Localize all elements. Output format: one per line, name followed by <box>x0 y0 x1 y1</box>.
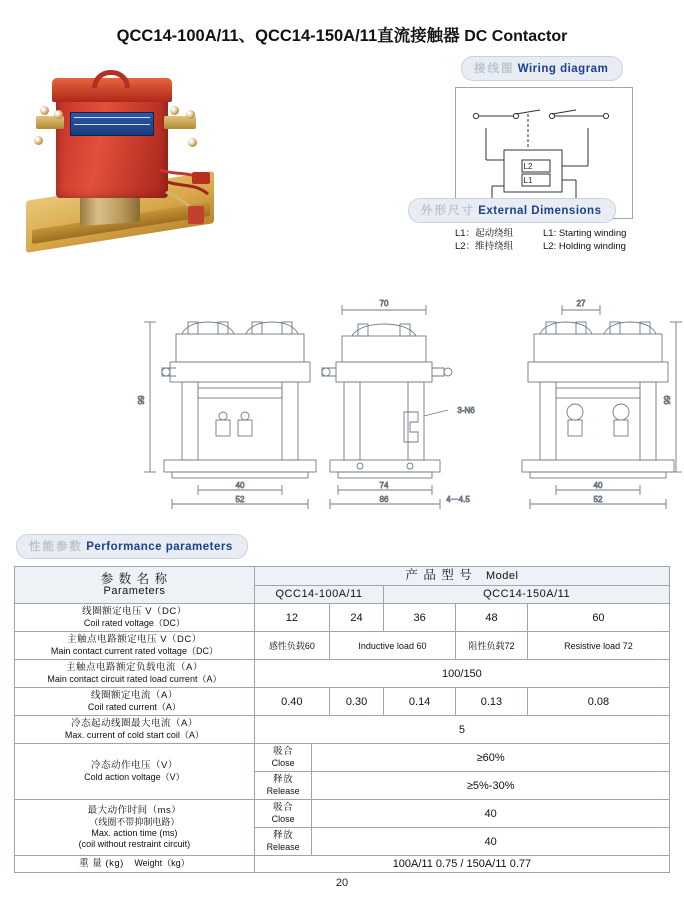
row-coil-rated-current-cn: 线圈额定电流（A） <box>90 690 178 701</box>
cell-cold-action-close-value: ≥60% <box>312 744 670 772</box>
row-main-rated-voltage-label <box>15 632 255 660</box>
model-name-1 <box>254 586 383 604</box>
table-row <box>15 856 670 873</box>
table-row <box>15 604 670 632</box>
wiring-section-header <box>461 56 623 81</box>
row-main-load-current-label <box>15 660 255 688</box>
cell-cold-action-release-label <box>254 772 312 800</box>
table-row <box>15 632 670 660</box>
dim-view1-outer: 52 <box>235 495 245 504</box>
cell-weight-value: 100A/11 0.75 / 150A/11 0.77 <box>254 856 669 873</box>
product-photo <box>18 66 238 251</box>
cell-coil-voltage-60: 60 <box>527 604 669 632</box>
label-action-release-cn: 释放 <box>273 830 294 841</box>
cell-coil-voltage-48: 48 <box>456 604 528 632</box>
dim-view3-inner: 40 <box>593 481 603 490</box>
row-main-load-current-cn: 主触点电路额定负载电流（A） <box>65 662 203 673</box>
cell-coil-current-014: 0.14 <box>384 688 456 716</box>
row-cold-action-voltage-cn: 冷态动作电压（V） <box>90 760 178 771</box>
dim-view1-height: 99 <box>137 395 146 405</box>
page-title-cn: QCC14-100A/11、QCC14-150A/11直流接触器 <box>116 27 460 45</box>
row-max-action-time-en2: (coil without restraint circuit) <box>78 839 191 849</box>
dim-view2-hole: 3-N6 <box>457 406 475 415</box>
row-max-action-time-cn: 最大动作时间（ms） <box>87 805 182 816</box>
cell-coil-voltage-36: 36 <box>384 604 456 632</box>
model-header-cn: 产 品 型 号 <box>405 568 473 582</box>
row-coil-rated-voltage-cn: 线圈额定电压 V（DC） <box>82 606 187 617</box>
cell-cold-action-close-label <box>254 744 312 772</box>
dim-view3-outer: 52 <box>593 495 603 504</box>
dimensions-figures <box>0 292 684 532</box>
table-row <box>15 800 670 828</box>
label-action-close-cn: 吸合 <box>273 802 294 813</box>
wiring-legend-cn-1: L1：起动绕组 <box>455 228 514 239</box>
table-row <box>15 744 670 772</box>
cell-action-time-close-label <box>254 800 312 828</box>
model-header-en: Model <box>485 570 519 582</box>
wiring-legend-cn-2: L2：维持绕组 <box>455 241 514 252</box>
row-cold-start-current-label <box>15 716 255 744</box>
dimensions-section-header-wrap <box>408 198 616 223</box>
cell-coil-current-030: 0.30 <box>329 688 383 716</box>
performance-table <box>14 566 670 873</box>
row-cold-action-voltage-en: Cold action voltage（V） <box>84 772 185 782</box>
cell-action-time-release-value: 40 <box>312 828 670 856</box>
cell-coil-current-040: 0.40 <box>254 688 329 716</box>
photo-wires <box>158 166 216 228</box>
performance-section-header <box>16 534 248 559</box>
cell-cold-action-release-value: ≥5%-30% <box>312 772 670 800</box>
dim-view2-bottom1: 74 <box>379 481 389 490</box>
row-cold-action-voltage-label <box>15 744 255 800</box>
label-release-cn: 释放 <box>273 774 294 785</box>
label-action-release-en: Release <box>266 842 300 852</box>
row-cold-start-current-cn: 冷态起动线圈最大电流（A） <box>70 718 198 729</box>
row-main-rated-voltage-en: Main contact current rated voltage（DC） <box>50 646 218 656</box>
cell-resistive-load-cn: 阻性负载72 <box>456 632 528 660</box>
dim-view3-top: 27 <box>576 299 586 308</box>
parameters-header-cn: 参 数 名 称 <box>100 572 169 586</box>
dimensions-header-cn: 外形尺寸 <box>421 205 475 217</box>
performance-header-en: Performance parameters <box>86 541 233 553</box>
model-1-label: QCC14-100A/11 <box>275 588 363 600</box>
parameters-header-cell <box>15 567 255 604</box>
page-title-en: DC Contactor <box>464 28 568 45</box>
model-name-2 <box>384 586 670 604</box>
row-max-action-time-en: Max. action time (ms) <box>91 828 178 838</box>
wiring-label-l1: L1 <box>523 176 533 185</box>
cell-action-time-release-label <box>254 828 312 856</box>
table-row <box>15 716 670 744</box>
parameters-header-en: Parameters <box>103 585 166 597</box>
table-row <box>15 660 670 688</box>
wiring-legend-en-1: L1: Starting winding <box>543 228 627 239</box>
top-area <box>0 56 684 256</box>
row-weight-label <box>15 856 255 873</box>
performance-header-cn: 性能参数 <box>29 541 83 553</box>
label-release-en: Release <box>266 786 300 796</box>
dim-view2-hole2: 4－4.5 <box>446 495 470 504</box>
row-max-action-time-cn2: （线圈不带抑制电路） <box>89 817 180 827</box>
row-cold-start-current-en: Max. current of cold start coil（A） <box>64 730 204 740</box>
dim-view2-top: 70 <box>379 299 389 308</box>
dim-view3-height: 99 <box>663 395 672 405</box>
wiring-legend <box>455 227 670 253</box>
wiring-legend-en-2: L2: Holding winding <box>543 241 626 252</box>
cell-action-time-close-value: 40 <box>312 800 670 828</box>
row-main-load-current-en: Main contact circuit rated load current（A） <box>47 674 222 684</box>
row-coil-rated-voltage-en: Coil rated voltage（DC） <box>83 618 185 628</box>
row-coil-rated-current-en: Coil rated current（A） <box>87 702 181 712</box>
row-coil-rated-current-label <box>15 688 255 716</box>
dim-view2-bottom2: 86 <box>379 495 389 504</box>
performance-section-header-wrap <box>16 534 248 559</box>
page-title <box>0 0 684 46</box>
table-row <box>15 688 670 716</box>
cell-coil-current-013: 0.13 <box>456 688 528 716</box>
model-2-label: QCC14-150A/11 <box>483 588 571 600</box>
wiring-label-l2: L2 <box>523 162 533 171</box>
row-main-rated-voltage-cn: 主触点电路额定电压 V（DC） <box>67 634 202 645</box>
label-close-en: Close <box>271 758 295 768</box>
dim-view1-inner: 40 <box>235 481 245 490</box>
row-weight-cn: 重 量 (kg) <box>79 858 124 869</box>
wiring-diagram-block <box>455 56 670 253</box>
table-row <box>15 567 670 586</box>
cell-inductive-load-en: Inductive load 60 <box>329 632 455 660</box>
row-coil-rated-voltage-label <box>15 604 255 632</box>
cell-coil-voltage-24: 24 <box>329 604 383 632</box>
wiring-header-cn: 接线图 <box>474 63 515 75</box>
dimensions-section-header <box>408 198 616 223</box>
dimensions-header-en: External Dimensions <box>478 205 602 217</box>
cell-cold-start-current-value: 5 <box>254 716 669 744</box>
wiring-header-en: Wiring diagram <box>517 63 609 75</box>
cell-inductive-load-cn: 感性负载60 <box>254 632 329 660</box>
row-max-action-time-label <box>15 800 255 856</box>
row-weight-en: Weight（kg） <box>134 858 190 868</box>
model-header-cell <box>254 567 669 586</box>
cell-coil-voltage-12: 12 <box>254 604 329 632</box>
cell-main-load-current-value: 100/150 <box>254 660 669 688</box>
label-close-cn: 吸合 <box>273 746 294 757</box>
label-action-close-en: Close <box>271 814 295 824</box>
cell-coil-current-008: 0.08 <box>527 688 669 716</box>
cell-resistive-load-en: Resistive load 72 <box>527 632 669 660</box>
page-number: 20 <box>335 877 349 889</box>
